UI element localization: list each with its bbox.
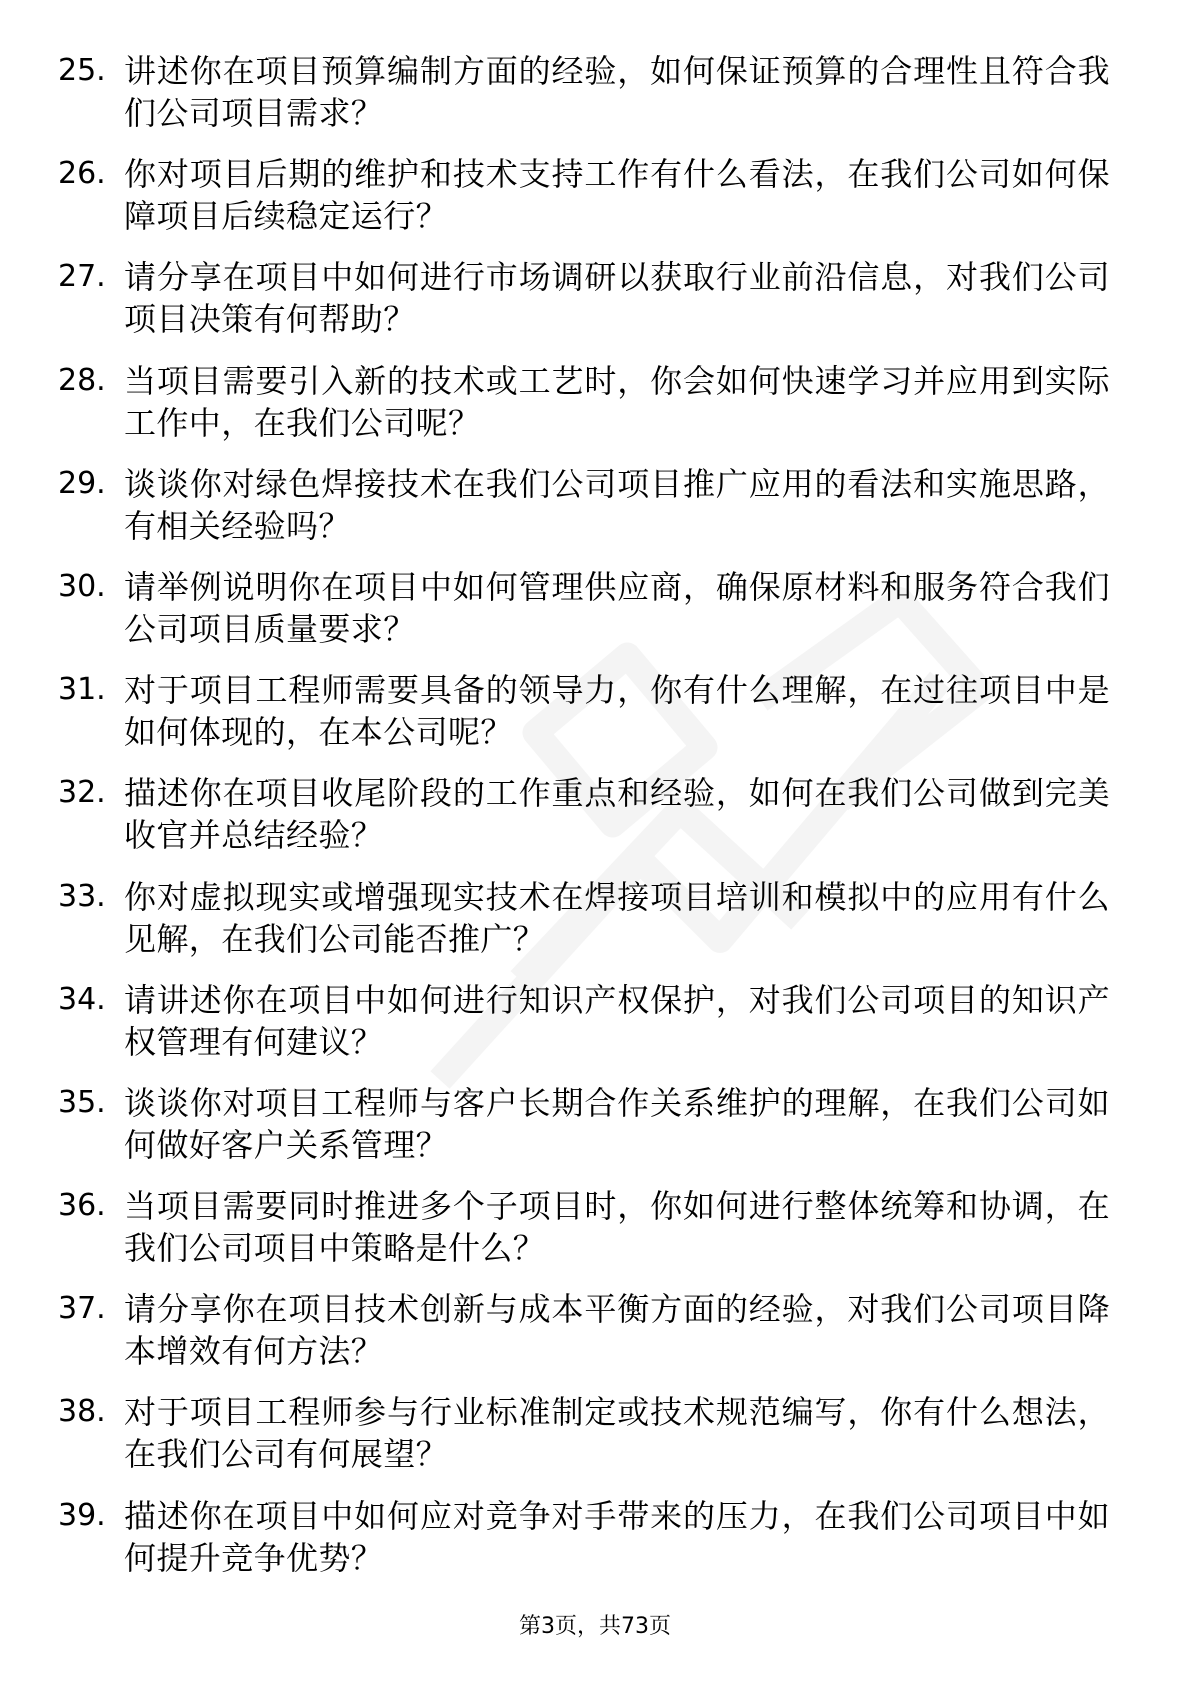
list-item: [58, 1391, 1118, 1476]
question-list: [58, 50, 1118, 1598]
question-text: 请分享你在项目技术创新与成本平衡方面的经验，对我们公司项目降本增效有何方法？: [124, 1290, 1110, 1371]
list-item: [58, 979, 1118, 1064]
question-number: 31.: [58, 672, 106, 708]
list-item: [58, 360, 1118, 445]
question-text: 请讲述你在项目中如何进行知识产权保护，对我们公司项目的知识产权管理有何建议？: [124, 980, 1110, 1061]
list-item: [58, 153, 1118, 238]
list-item: [58, 772, 1118, 857]
question-text: 你对虚拟现实或增强现实技术在焊接项目培训和模拟中的应用有什么见解，在我们公司能否推广？: [124, 877, 1110, 958]
question-text: 当项目需要引入新的技术或工艺时，你会如何快速学习并应用到实际工作中，在我们公司呢？: [124, 361, 1110, 442]
question-number: 35.: [58, 1084, 106, 1120]
question-text: 当项目需要同时推进多个子项目时，你如何进行整体统筹和协调，在我们公司项目中策略是什么？: [124, 1187, 1110, 1268]
question-number: 28.: [58, 362, 106, 398]
question-text: 谈谈你对项目工程师与客户长期合作关系维护的理解，在我们公司如何做好客户关系管理？: [124, 1083, 1110, 1164]
question-number: 27.: [58, 259, 106, 295]
question-number: 26.: [58, 156, 106, 192]
list-item: [58, 1082, 1118, 1167]
question-text: 请举例说明你在项目中如何管理供应商，确保原材料和服务符合我们公司项目质量要求？: [124, 567, 1110, 648]
question-text: 谈谈你对绿色焊接技术在我们公司项目推广应用的看法和实施思路，有相关经验吗？: [124, 464, 1110, 545]
question-text: 描述你在项目中如何应对竞争对手带来的压力，在我们公司项目中如何提升竞争优势？: [124, 1496, 1110, 1577]
list-item: [58, 566, 1118, 651]
list-item: [58, 463, 1118, 548]
list-item: [58, 1185, 1118, 1270]
list-item: [58, 1288, 1118, 1373]
list-item: [58, 50, 1118, 135]
question-number: 30.: [58, 568, 106, 604]
list-item: [58, 1495, 1118, 1580]
question-number: 34.: [58, 981, 106, 1017]
list-item: [58, 256, 1118, 341]
question-number: 25.: [58, 53, 106, 88]
question-text: 对于项目工程师需要具备的领导力，你有什么理解，在过往项目中是如何体现的，在本公司呢？: [124, 671, 1110, 752]
question-text: 讲述你在项目预算编制方面的经验，如何保证预算的合理性且符合我们公司项目需求？: [124, 52, 1110, 132]
question-number: 37.: [58, 1291, 106, 1327]
list-item: [58, 669, 1118, 754]
question-number: 38.: [58, 1394, 106, 1430]
question-number: 29.: [58, 465, 106, 501]
question-text: 你对项目后期的维护和技术支持工作有什么看法，在我们公司如何保障项目后续稳定运行？: [124, 155, 1110, 236]
page-footer: 第3页，共73页: [519, 1614, 671, 1639]
list-item: [58, 876, 1118, 961]
question-number: 36.: [58, 1188, 106, 1224]
question-number: 33.: [58, 878, 106, 914]
question-text: 对于项目工程师参与行业标准制定或技术规范编写，你有什么想法，在我们公司有何展望？: [124, 1393, 1110, 1474]
question-text: 请分享在项目中如何进行市场调研以获取行业前沿信息，对我们公司项目决策有何帮助？: [124, 258, 1110, 339]
question-text: 描述你在项目收尾阶段的工作重点和经验，如何在我们公司做到完美收官并总结经验？: [124, 774, 1110, 855]
question-number: 32.: [58, 775, 106, 811]
question-number: 39.: [58, 1497, 106, 1533]
